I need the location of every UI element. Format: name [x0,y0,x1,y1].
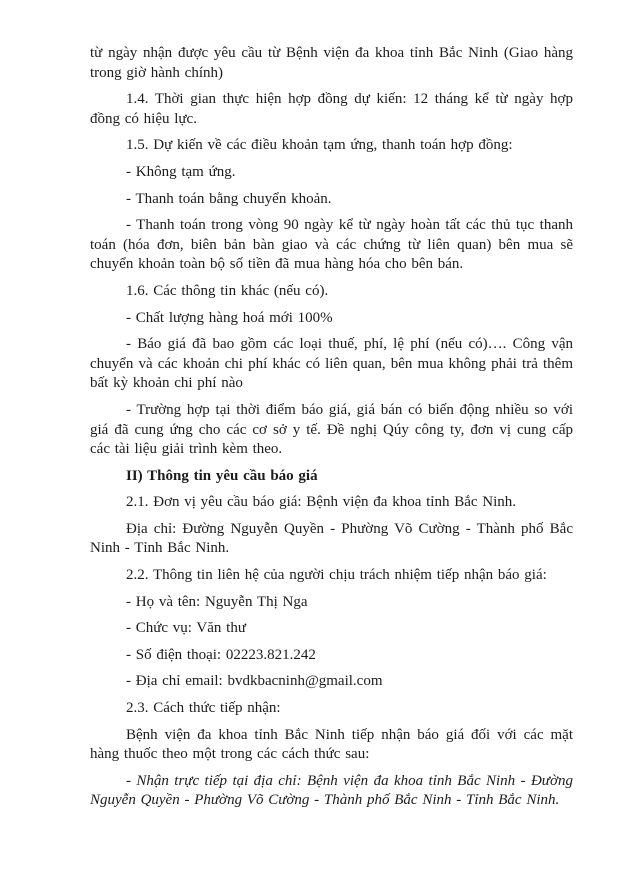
paragraph: 2.1. Đơn vị yêu cầu báo giá: Bệnh viện đa khoa tỉnh Bắc Ninh. [126,494,517,511]
section-heading: II) Thông tin yêu cầu báo giá [126,467,318,484]
paragraph: - Không tạm ứng. [126,163,236,180]
paragraph: - Chức vụ: Văn thư [126,620,246,637]
paragraph: - Thanh toán bằng chuyển khoản. [126,190,332,207]
paragraph: từ ngày nhận được yêu cầu từ Bệnh viện đa khoa tỉnh Bắc Ninh (Giao hàng trong giờ hành chính) [90,45,573,81]
paragraph: 2.2. Thông tin liên hệ của người chịu trách nhiệm tiếp nhận báo giá: [126,567,547,584]
paragraph: - Địa chỉ email: bvdkbacninh@gmail.com [126,673,383,690]
paragraph: Địa chỉ: Đường Nguyễn Quyền - Phường Võ Cường - Thành phố Bắc Ninh - Tỉnh Bắc Ninh. [90,520,573,557]
paragraph: Bệnh viện đa khoa tỉnh Bắc Ninh tiếp nhận báo giá đối với các mặt hàng thuốc theo một trong các cách thức sau: [90,726,573,763]
paragraph: - Họ và tên: Nguyễn Thị Nga [126,593,308,610]
paragraph: - Báo giá đã bao gồm các loại thuế, phí, lệ phí (nếu có)…. Công vận chuyển và các khoản chi phí khác có liên quan, bên mua không phải trả thêm bất kỳ khoản chi phí nào [90,336,573,392]
paragraph: 2.3. Cách thức tiếp nhận: [126,700,281,717]
paragraph: - Số điện thoại: 02223.821.242 [126,646,316,663]
paragraph: - Nhận trực tiếp tại địa chỉ: Bệnh viện đa khoa tỉnh Bắc Ninh - Đường Nguyễn Quyền - Phường Võ Cường - Thành phố Bắc Ninh - Tỉnh Bắc Ninh. [90,772,573,809]
paragraph: - Trường hợp tại thời điểm báo giá, giá bán có biến động nhiều so với giá đã cung ứng cho các cơ sở y tế. Đề nghị Qúy công ty, đơn vị cung cấp các tài liệu giải trình kèm theo. [90,401,573,458]
paragraph: - Thanh toán trong vòng 90 ngày kể từ ngày hoàn tất các thủ tục thanh toán (hóa đơn, biên bản bàn giao và các chứng từ liên quan) bên mua sẽ chuyển khoản toàn bộ số tiền đã mua hàng hóa cho bên bán. [90,217,573,273]
paragraph: 1.6. Các thông tin khác (nếu có). [126,282,329,299]
paragraph: - Chất lượng hàng hoá mới 100% [126,309,333,326]
paragraph: 1.4. Thời gian thực hiện hợp đồng dự kiến: 12 tháng kể từ ngày hợp đồng có hiệu lực. [90,91,573,127]
paragraph: 1.5. Dự kiến về các điều khoản tạm ứng, thanh toán hợp đồng: [126,137,513,154]
